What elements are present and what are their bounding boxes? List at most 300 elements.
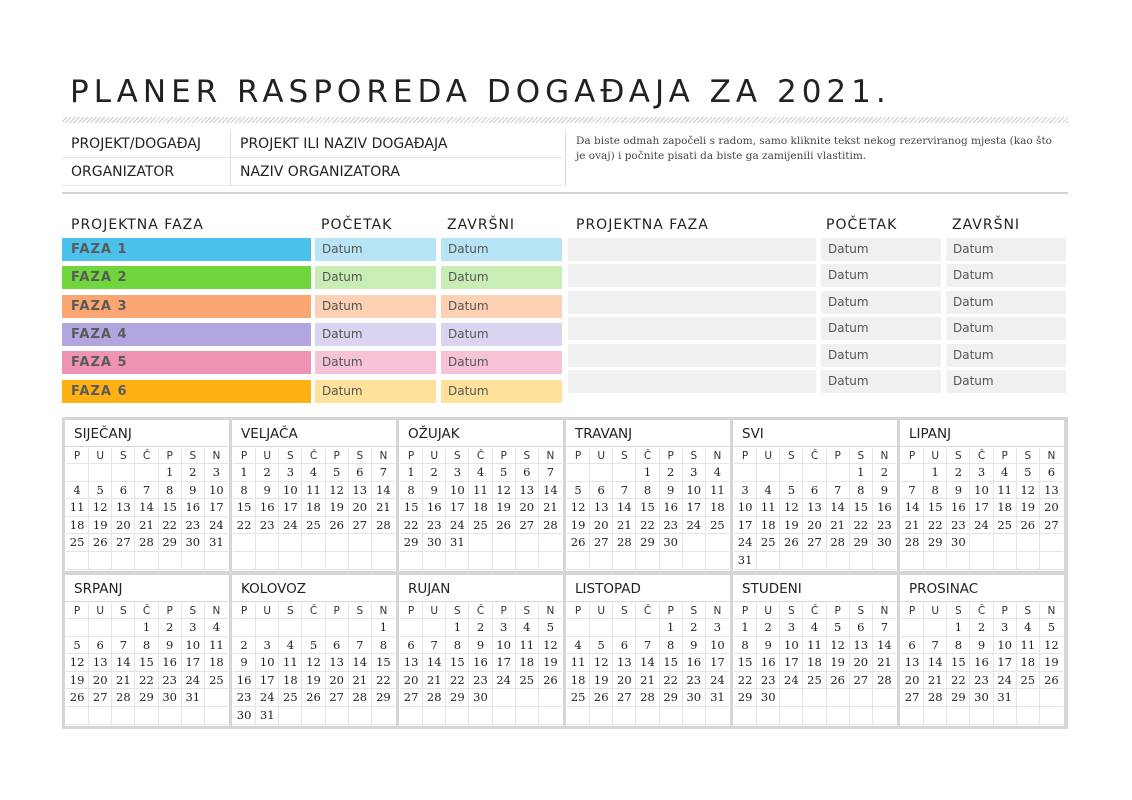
- day-cell[interactable]: 31: [205, 534, 228, 552]
- day-cell[interactable]: 13: [850, 637, 873, 655]
- day-cell[interactable]: 17: [256, 672, 279, 690]
- day-cell[interactable]: 9: [757, 637, 780, 655]
- day-cell[interactable]: 15: [947, 654, 970, 672]
- day-cell[interactable]: 7: [135, 482, 158, 500]
- day-cell[interactable]: 25: [66, 534, 89, 552]
- day-cell[interactable]: 14: [112, 654, 135, 672]
- day-cell[interactable]: 26: [493, 517, 516, 535]
- phase-start-date[interactable]: Datum: [821, 317, 941, 340]
- day-cell[interactable]: 11: [803, 637, 826, 655]
- day-cell[interactable]: 13: [326, 654, 349, 672]
- day-cell[interactable]: 13: [1040, 482, 1063, 500]
- day-cell[interactable]: 28: [372, 517, 395, 535]
- day-cell[interactable]: 23: [873, 517, 896, 535]
- day-cell[interactable]: 15: [135, 654, 158, 672]
- month-name[interactable]: VELJAČA: [241, 426, 298, 442]
- day-cell[interactable]: 20: [400, 672, 423, 690]
- day-cell[interactable]: 14: [349, 654, 372, 672]
- day-cell[interactable]: 29: [372, 689, 395, 707]
- organizer-value[interactable]: NAZIV ORGANIZATORA: [240, 164, 400, 180]
- day-cell[interactable]: 19: [780, 517, 803, 535]
- day-cell[interactable]: 19: [827, 654, 850, 672]
- day-cell[interactable]: 4: [66, 482, 89, 500]
- day-cell[interactable]: 28: [873, 672, 896, 690]
- day-cell[interactable]: 9: [159, 637, 182, 655]
- day-cell[interactable]: 13: [349, 482, 372, 500]
- day-cell[interactable]: 18: [302, 499, 325, 517]
- month-name[interactable]: SVI: [742, 426, 764, 442]
- phase-end-date[interactable]: Datum: [946, 317, 1066, 340]
- day-cell[interactable]: 19: [326, 499, 349, 517]
- day-cell[interactable]: 25: [516, 672, 539, 690]
- day-cell[interactable]: 23: [660, 517, 683, 535]
- day-cell[interactable]: 14: [539, 482, 562, 500]
- phase-start-date[interactable]: Datum: [315, 351, 436, 374]
- day-cell[interactable]: 2: [256, 464, 279, 482]
- day-cell[interactable]: 5: [590, 637, 613, 655]
- day-cell[interactable]: 25: [757, 534, 780, 552]
- day-cell[interactable]: 11: [302, 482, 325, 500]
- day-cell[interactable]: 5: [539, 619, 562, 637]
- day-cell[interactable]: 21: [539, 499, 562, 517]
- day-cell[interactable]: 18: [279, 672, 302, 690]
- day-cell[interactable]: 2: [423, 464, 446, 482]
- day-cell[interactable]: 20: [326, 672, 349, 690]
- day-cell[interactable]: 16: [256, 499, 279, 517]
- day-cell[interactable]: 7: [924, 637, 947, 655]
- day-cell[interactable]: 15: [636, 499, 659, 517]
- day-cell[interactable]: 9: [256, 482, 279, 500]
- day-cell[interactable]: 30: [233, 707, 256, 725]
- day-cell[interactable]: 18: [757, 517, 780, 535]
- day-cell[interactable]: 29: [159, 534, 182, 552]
- day-cell[interactable]: 31: [256, 707, 279, 725]
- day-cell[interactable]: 23: [423, 517, 446, 535]
- day-cell[interactable]: 12: [493, 482, 516, 500]
- day-cell[interactable]: 12: [66, 654, 89, 672]
- phase-start-date[interactable]: Datum: [821, 238, 941, 261]
- help-text[interactable]: Da biste odmah započeli s radom, samo kliknite tekst nekog rezerviranog mjesta (kao što je ovaj) i počnite pisati da biste ga zamijenili vlastitim.: [576, 135, 1052, 162]
- day-cell[interactable]: 30: [182, 534, 205, 552]
- day-cell[interactable]: 26: [302, 689, 325, 707]
- day-cell[interactable]: 22: [734, 672, 757, 690]
- month-name[interactable]: LISTOPAD: [575, 581, 641, 597]
- day-cell[interactable]: 6: [112, 482, 135, 500]
- phase-end-date[interactable]: Datum: [946, 264, 1066, 287]
- day-cell[interactable]: 24: [279, 517, 302, 535]
- day-cell[interactable]: 13: [112, 499, 135, 517]
- day-cell[interactable]: 19: [302, 672, 325, 690]
- day-cell[interactable]: 17: [205, 499, 228, 517]
- day-cell[interactable]: 12: [780, 499, 803, 517]
- day-cell[interactable]: 8: [446, 637, 469, 655]
- day-cell[interactable]: 3: [493, 619, 516, 637]
- day-cell[interactable]: 20: [803, 517, 826, 535]
- day-cell[interactable]: 19: [1017, 499, 1040, 517]
- day-cell[interactable]: 27: [613, 689, 636, 707]
- day-cell[interactable]: 1: [636, 464, 659, 482]
- day-cell[interactable]: 15: [734, 654, 757, 672]
- day-cell[interactable]: 11: [994, 482, 1017, 500]
- day-cell[interactable]: 24: [256, 689, 279, 707]
- page-title[interactable]: PLANER RASPOREDA DOGAĐAJA ZA 2021.: [70, 74, 891, 110]
- day-cell[interactable]: 15: [924, 499, 947, 517]
- month-name[interactable]: KOLOVOZ: [241, 581, 307, 597]
- day-cell[interactable]: 15: [660, 654, 683, 672]
- day-cell[interactable]: 24: [970, 517, 993, 535]
- day-cell[interactable]: 22: [135, 672, 158, 690]
- day-cell[interactable]: 20: [901, 672, 924, 690]
- day-cell[interactable]: 2: [159, 619, 182, 637]
- day-cell[interactable]: 19: [567, 517, 590, 535]
- day-cell[interactable]: 9: [947, 482, 970, 500]
- day-cell[interactable]: 12: [302, 654, 325, 672]
- day-cell[interactable]: 12: [827, 637, 850, 655]
- day-cell[interactable]: 11: [516, 637, 539, 655]
- day-cell[interactable]: 2: [757, 619, 780, 637]
- day-cell[interactable]: 5: [1040, 619, 1063, 637]
- day-cell[interactable]: 8: [233, 482, 256, 500]
- day-cell[interactable]: 8: [135, 637, 158, 655]
- phase-start-date[interactable]: Datum: [821, 264, 941, 287]
- day-cell[interactable]: 29: [446, 689, 469, 707]
- day-cell[interactable]: 10: [182, 637, 205, 655]
- day-cell[interactable]: 2: [683, 619, 706, 637]
- day-cell[interactable]: 6: [803, 482, 826, 500]
- day-cell[interactable]: 1: [947, 619, 970, 637]
- phase-name-blank[interactable]: [568, 291, 816, 314]
- day-cell[interactable]: 10: [780, 637, 803, 655]
- day-cell[interactable]: 13: [89, 654, 112, 672]
- day-cell[interactable]: 27: [112, 534, 135, 552]
- day-cell[interactable]: 13: [516, 482, 539, 500]
- day-cell[interactable]: 7: [901, 482, 924, 500]
- day-cell[interactable]: 21: [349, 672, 372, 690]
- day-cell[interactable]: 10: [446, 482, 469, 500]
- day-cell[interactable]: 1: [233, 464, 256, 482]
- day-cell[interactable]: 20: [613, 672, 636, 690]
- day-cell[interactable]: 16: [947, 499, 970, 517]
- day-cell[interactable]: 24: [493, 672, 516, 690]
- day-cell[interactable]: 28: [135, 534, 158, 552]
- day-cell[interactable]: 19: [1040, 654, 1063, 672]
- day-cell[interactable]: 14: [827, 499, 850, 517]
- day-cell[interactable]: 8: [372, 637, 395, 655]
- day-cell[interactable]: 5: [567, 482, 590, 500]
- day-cell[interactable]: 12: [326, 482, 349, 500]
- day-cell[interactable]: 25: [567, 689, 590, 707]
- day-cell[interactable]: 2: [469, 619, 492, 637]
- day-cell[interactable]: 24: [182, 672, 205, 690]
- month-name[interactable]: STUDENI: [742, 581, 802, 597]
- day-cell[interactable]: 25: [302, 517, 325, 535]
- day-cell[interactable]: 16: [423, 499, 446, 517]
- day-cell[interactable]: 14: [613, 499, 636, 517]
- day-cell[interactable]: 1: [400, 464, 423, 482]
- day-cell[interactable]: 17: [970, 499, 993, 517]
- day-cell[interactable]: 3: [446, 464, 469, 482]
- day-cell[interactable]: 17: [706, 654, 729, 672]
- day-cell[interactable]: 5: [302, 637, 325, 655]
- day-cell[interactable]: 10: [279, 482, 302, 500]
- phase-name[interactable]: FAZA 3: [62, 295, 311, 318]
- day-cell[interactable]: 6: [1040, 464, 1063, 482]
- day-cell[interactable]: 15: [372, 654, 395, 672]
- day-cell[interactable]: 22: [924, 517, 947, 535]
- day-cell[interactable]: 24: [734, 534, 757, 552]
- day-cell[interactable]: 16: [757, 654, 780, 672]
- day-cell[interactable]: 22: [233, 517, 256, 535]
- day-cell[interactable]: 1: [372, 619, 395, 637]
- day-cell[interactable]: 16: [683, 654, 706, 672]
- day-cell[interactable]: 15: [446, 654, 469, 672]
- month-name[interactable]: OŽUJAK: [408, 426, 460, 442]
- phase-end-date[interactable]: Datum: [946, 291, 1066, 314]
- day-cell[interactable]: 18: [1017, 654, 1040, 672]
- day-cell[interactable]: 30: [423, 534, 446, 552]
- day-cell[interactable]: 9: [683, 637, 706, 655]
- day-cell[interactable]: 30: [757, 689, 780, 707]
- day-cell[interactable]: 27: [349, 517, 372, 535]
- day-cell[interactable]: 12: [1017, 482, 1040, 500]
- day-cell[interactable]: 16: [469, 654, 492, 672]
- day-cell[interactable]: 16: [660, 499, 683, 517]
- day-cell[interactable]: 2: [947, 464, 970, 482]
- day-cell[interactable]: 21: [135, 517, 158, 535]
- day-cell[interactable]: 10: [205, 482, 228, 500]
- day-cell[interactable]: 26: [539, 672, 562, 690]
- day-cell[interactable]: 28: [827, 534, 850, 552]
- day-cell[interactable]: 4: [706, 464, 729, 482]
- day-cell[interactable]: 27: [516, 517, 539, 535]
- day-cell[interactable]: 9: [660, 482, 683, 500]
- month-name[interactable]: LIPANJ: [909, 426, 952, 442]
- day-cell[interactable]: 24: [205, 517, 228, 535]
- day-cell[interactable]: 9: [469, 637, 492, 655]
- day-cell[interactable]: 29: [947, 689, 970, 707]
- phase-end-date[interactable]: Datum: [946, 370, 1066, 393]
- phase-name-blank[interactable]: [568, 370, 816, 393]
- day-cell[interactable]: 20: [590, 517, 613, 535]
- day-cell[interactable]: 18: [994, 499, 1017, 517]
- day-cell[interactable]: 30: [660, 534, 683, 552]
- day-cell[interactable]: 25: [205, 672, 228, 690]
- day-cell[interactable]: 4: [205, 619, 228, 637]
- phase-start-date[interactable]: Datum: [315, 266, 436, 289]
- phase-name-blank[interactable]: [568, 238, 816, 261]
- day-cell[interactable]: 11: [757, 499, 780, 517]
- day-cell[interactable]: 30: [683, 689, 706, 707]
- day-cell[interactable]: 25: [706, 517, 729, 535]
- day-cell[interactable]: 4: [516, 619, 539, 637]
- day-cell[interactable]: 7: [636, 637, 659, 655]
- day-cell[interactable]: 19: [539, 654, 562, 672]
- day-cell[interactable]: 6: [89, 637, 112, 655]
- day-cell[interactable]: 27: [400, 689, 423, 707]
- day-cell[interactable]: 22: [947, 672, 970, 690]
- day-cell[interactable]: 29: [660, 689, 683, 707]
- day-cell[interactable]: 5: [66, 637, 89, 655]
- day-cell[interactable]: 19: [89, 517, 112, 535]
- day-cell[interactable]: 28: [112, 689, 135, 707]
- day-cell[interactable]: 9: [233, 654, 256, 672]
- month-name[interactable]: RUJAN: [408, 581, 451, 597]
- day-cell[interactable]: 24: [683, 517, 706, 535]
- day-cell[interactable]: 17: [683, 499, 706, 517]
- day-cell[interactable]: 20: [112, 517, 135, 535]
- phase-name-blank[interactable]: [568, 344, 816, 367]
- day-cell[interactable]: 30: [159, 689, 182, 707]
- day-cell[interactable]: 7: [423, 637, 446, 655]
- phase-start-date[interactable]: Datum: [821, 370, 941, 393]
- day-cell[interactable]: 24: [994, 672, 1017, 690]
- day-cell[interactable]: 1: [734, 619, 757, 637]
- day-cell[interactable]: 29: [850, 534, 873, 552]
- day-cell[interactable]: 22: [636, 517, 659, 535]
- day-cell[interactable]: 13: [803, 499, 826, 517]
- day-cell[interactable]: 9: [182, 482, 205, 500]
- day-cell[interactable]: 28: [349, 689, 372, 707]
- day-cell[interactable]: 5: [326, 464, 349, 482]
- phase-start-date[interactable]: Datum: [821, 291, 941, 314]
- phase-name[interactable]: FAZA 4: [62, 323, 311, 346]
- phase-name[interactable]: FAZA 2: [62, 266, 311, 289]
- day-cell[interactable]: 10: [734, 499, 757, 517]
- day-cell[interactable]: 1: [446, 619, 469, 637]
- month-name[interactable]: SIJEČANJ: [74, 426, 132, 442]
- day-cell[interactable]: 15: [850, 499, 873, 517]
- day-cell[interactable]: 9: [423, 482, 446, 500]
- day-cell[interactable]: 5: [89, 482, 112, 500]
- day-cell[interactable]: 7: [112, 637, 135, 655]
- day-cell[interactable]: 16: [970, 654, 993, 672]
- day-cell[interactable]: 12: [1040, 637, 1063, 655]
- day-cell[interactable]: 28: [613, 534, 636, 552]
- day-cell[interactable]: 4: [757, 482, 780, 500]
- day-cell[interactable]: 29: [400, 534, 423, 552]
- day-cell[interactable]: 19: [590, 672, 613, 690]
- day-cell[interactable]: 17: [493, 654, 516, 672]
- day-cell[interactable]: 25: [469, 517, 492, 535]
- day-cell[interactable]: 8: [850, 482, 873, 500]
- day-cell[interactable]: 18: [706, 499, 729, 517]
- day-cell[interactable]: 3: [279, 464, 302, 482]
- day-cell[interactable]: 21: [636, 672, 659, 690]
- day-cell[interactable]: 15: [400, 499, 423, 517]
- day-cell[interactable]: 16: [233, 672, 256, 690]
- day-cell[interactable]: 27: [803, 534, 826, 552]
- day-cell[interactable]: 29: [924, 534, 947, 552]
- day-cell[interactable]: 14: [135, 499, 158, 517]
- day-cell[interactable]: 23: [256, 517, 279, 535]
- day-cell[interactable]: 17: [279, 499, 302, 517]
- phase-start-date[interactable]: Datum: [315, 295, 436, 318]
- day-cell[interactable]: 28: [901, 534, 924, 552]
- phase-end-date[interactable]: Datum: [441, 295, 562, 318]
- month-name[interactable]: TRAVANJ: [575, 426, 633, 442]
- phase-name-blank[interactable]: [568, 264, 816, 287]
- day-cell[interactable]: 13: [613, 654, 636, 672]
- day-cell[interactable]: 14: [924, 654, 947, 672]
- day-cell[interactable]: 8: [734, 637, 757, 655]
- day-cell[interactable]: 6: [613, 637, 636, 655]
- day-cell[interactable]: 3: [970, 464, 993, 482]
- day-cell[interactable]: 25: [279, 689, 302, 707]
- day-cell[interactable]: 25: [994, 517, 1017, 535]
- day-cell[interactable]: 18: [66, 517, 89, 535]
- day-cell[interactable]: 4: [279, 637, 302, 655]
- day-cell[interactable]: 6: [326, 637, 349, 655]
- day-cell[interactable]: 12: [539, 637, 562, 655]
- day-cell[interactable]: 11: [706, 482, 729, 500]
- day-cell[interactable]: 3: [205, 464, 228, 482]
- day-cell[interactable]: 3: [706, 619, 729, 637]
- day-cell[interactable]: 2: [873, 464, 896, 482]
- phase-start-date[interactable]: Datum: [315, 238, 436, 261]
- day-cell[interactable]: 28: [636, 689, 659, 707]
- day-cell[interactable]: 20: [1040, 499, 1063, 517]
- day-cell[interactable]: 17: [734, 517, 757, 535]
- day-cell[interactable]: 16: [873, 499, 896, 517]
- day-cell[interactable]: 21: [901, 517, 924, 535]
- day-cell[interactable]: 6: [901, 637, 924, 655]
- phase-end-date[interactable]: Datum: [441, 380, 562, 403]
- day-cell[interactable]: 30: [873, 534, 896, 552]
- day-cell[interactable]: 30: [947, 534, 970, 552]
- day-cell[interactable]: 22: [372, 672, 395, 690]
- day-cell[interactable]: 4: [567, 637, 590, 655]
- phase-start-date[interactable]: Datum: [315, 323, 436, 346]
- day-cell[interactable]: 13: [400, 654, 423, 672]
- day-cell[interactable]: 11: [279, 654, 302, 672]
- day-cell[interactable]: 19: [66, 672, 89, 690]
- day-cell[interactable]: 23: [469, 672, 492, 690]
- phase-name[interactable]: FAZA 6: [62, 380, 311, 403]
- day-cell[interactable]: 19: [493, 499, 516, 517]
- day-cell[interactable]: 31: [994, 689, 1017, 707]
- day-cell[interactable]: 21: [827, 517, 850, 535]
- day-cell[interactable]: 12: [567, 499, 590, 517]
- day-cell[interactable]: 3: [780, 619, 803, 637]
- day-cell[interactable]: 23: [233, 689, 256, 707]
- phase-end-date[interactable]: Datum: [441, 238, 562, 261]
- day-cell[interactable]: 8: [660, 637, 683, 655]
- phase-end-date[interactable]: Datum: [946, 344, 1066, 367]
- phase-name[interactable]: FAZA 5: [62, 351, 311, 374]
- day-cell[interactable]: 2: [182, 464, 205, 482]
- day-cell[interactable]: 6: [516, 464, 539, 482]
- day-cell[interactable]: 18: [205, 654, 228, 672]
- day-cell[interactable]: 1: [135, 619, 158, 637]
- day-cell[interactable]: 4: [302, 464, 325, 482]
- day-cell[interactable]: 18: [803, 654, 826, 672]
- day-cell[interactable]: 22: [400, 517, 423, 535]
- phase-name-blank[interactable]: [568, 317, 816, 340]
- day-cell[interactable]: 1: [850, 464, 873, 482]
- day-cell[interactable]: 5: [827, 619, 850, 637]
- day-cell[interactable]: 22: [159, 517, 182, 535]
- day-cell[interactable]: 8: [924, 482, 947, 500]
- day-cell[interactable]: 7: [539, 464, 562, 482]
- phase-end-date[interactable]: Datum: [441, 351, 562, 374]
- day-cell[interactable]: 23: [757, 672, 780, 690]
- day-cell[interactable]: 17: [446, 499, 469, 517]
- day-cell[interactable]: 27: [590, 534, 613, 552]
- day-cell[interactable]: 6: [400, 637, 423, 655]
- day-cell[interactable]: 22: [446, 672, 469, 690]
- day-cell[interactable]: 4: [1017, 619, 1040, 637]
- day-cell[interactable]: 21: [372, 499, 395, 517]
